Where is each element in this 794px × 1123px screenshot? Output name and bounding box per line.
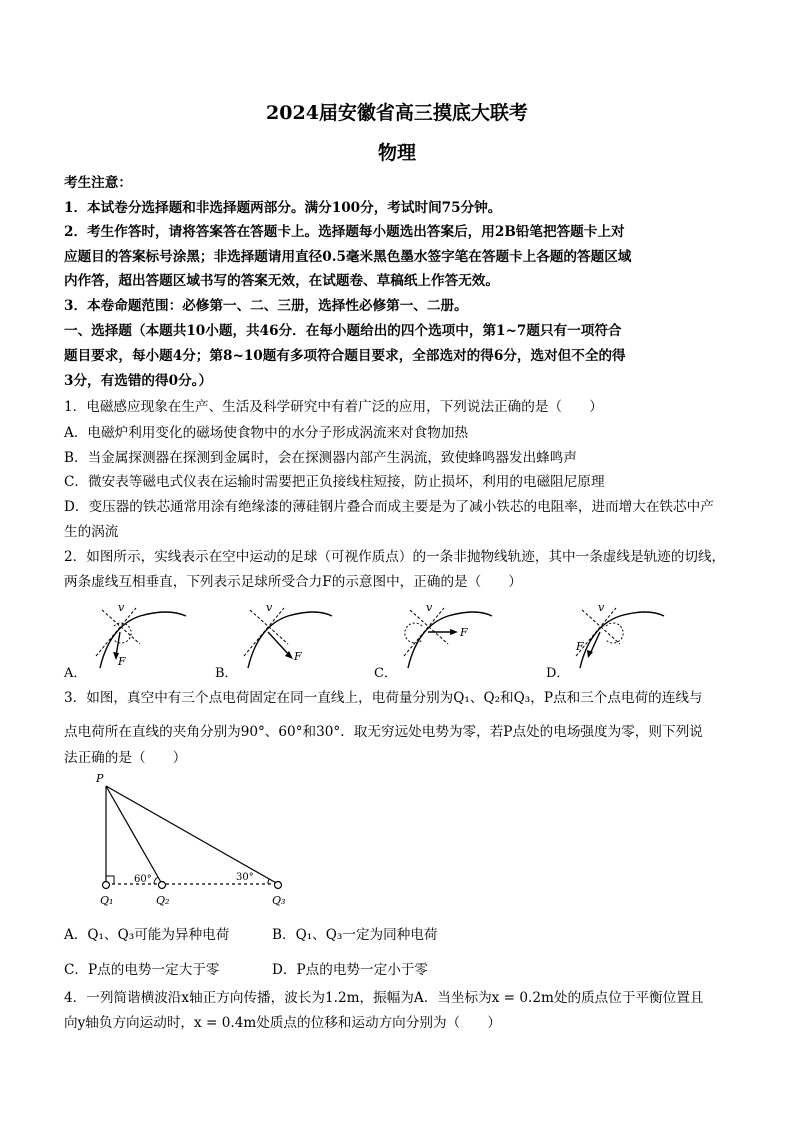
q3-stem: 点电荷所在直线的夹角分别为90°、60°和30°．取无穷远处电势为零，若P点处的电场强度为零，则下列说: [64, 724, 703, 740]
subject-title: 物理: [377, 142, 416, 164]
q2-option-a-label: A．: [64, 666, 87, 681]
notice-line: 2．考生作答时，请将答案答在答题卡上。选择题每小题选出答案后，用2B铅笔把答题卡上对: [64, 224, 625, 240]
q3-option-d: D．P点的电势一定小于零: [272, 962, 428, 978]
q3-figure: [90, 770, 310, 910]
q2-option-d-label: D．: [546, 666, 570, 681]
q1-option-b: B．当金属探测器在探测到金属时，会在探测器内部产生涡流，致使蜂鸣器发出蜂鸣声: [64, 450, 577, 466]
q1-stem: 1．电磁感应现象在生产、生活及科学研究中有着广泛的应用，下列说法正确的是（ ）: [64, 399, 603, 415]
section-heading: 3分，有选错的得0分。）: [64, 373, 213, 389]
exam-title: 2024届安徽省高三摸底大联考: [266, 102, 528, 124]
q3-stem: 法正确的是（ ）: [64, 750, 187, 766]
velocity-label: v: [426, 601, 433, 614]
q2-stem: 两条虚线互相垂直，下列表示足球所受合力F的示意图中，正确的是（ ）: [64, 574, 523, 590]
q4-stem: 向y轴负方向运动时，x = 0.4m处质点的位移和运动方向分别为（ ）: [64, 1015, 501, 1031]
force-label: F: [118, 655, 126, 668]
q3-label: Q₃: [272, 894, 286, 907]
notice-line: 应题目的答案标号涂黑；非选择题请用直径0.5毫米黑色墨水签字笔在答题卡上各题的答题区域: [64, 249, 632, 265]
angle-60-label: 60°: [134, 874, 152, 885]
force-label: F: [294, 650, 302, 663]
notice-line: 3．本卷命题范围：必修第一、二、三册，选择性必修第一、二册。: [64, 298, 468, 314]
q2-figure-a: [88, 598, 218, 678]
notice-line: 内作答，超出答题区域书写的答案无效，在试题卷、草稿纸上作答无效。: [64, 273, 499, 289]
q1-option-d-cont: 生的涡流: [64, 524, 119, 540]
q2-option-c-label: C．: [374, 666, 397, 681]
q4-stem: 4．一列简谐横波沿x轴正方向传播，波长为1.2m，振幅为A．当坐标为x = 0.2m处的质点位于平衡位置且: [64, 990, 704, 1006]
q3-option-c: C．P点的电势一定大于零: [64, 962, 220, 978]
point-p-label: P: [96, 772, 104, 785]
q2-stem: 2．如图所示，实线表示在空中运动的足球（可视作质点）的一条非抛物线轨迹，其中一条虚线是轨迹的切线，: [64, 549, 726, 565]
notice-heading: 考生注意：: [64, 175, 132, 191]
q1-option-a: A．电磁炉利用变化的磁场使食物中的水分子形成涡流来对食物加热: [64, 425, 469, 441]
section-heading: 题目要求，每小题4分；第8~10题有多项符合题目要求，全部选对的得6分，选对但不全的得: [64, 348, 626, 364]
q2-label: Q₂: [156, 894, 170, 907]
q2-figure-d: [560, 598, 690, 678]
force-label: F: [460, 626, 468, 639]
q2-figure-b: [228, 598, 358, 678]
q3-option-b: B．Q₁、Q₃一定为同种电荷: [272, 927, 438, 943]
q3-stem: 3．如图，真空中有三个点电荷固定在同一直线上，电荷量分别为Q₁、Q₂和Q₃，P点和三个点电荷的连线与: [64, 690, 703, 706]
velocity-label: v: [266, 601, 273, 614]
q1-option-c: C．微安表等磁电式仪表在运输时需要把正负接线柱短接，防止损坏，利用的电磁阻尼原理: [64, 474, 605, 490]
q2-figure-c: [388, 598, 518, 678]
angle-30-label: 30°: [236, 872, 254, 883]
force-label: F: [576, 640, 584, 653]
q1-option-d: D．变压器的铁芯通常用涂有绝缘漆的薄硅钢片叠合而成主要是为了减小铁芯的电阻率，进而增大在铁芯中产: [64, 499, 714, 515]
section-heading: 一、选择题（本题共10小题，共46分．在每小题给出的四个选项中，第1~7题只有一项符合: [64, 323, 622, 339]
q2-option-b-label: B．: [215, 666, 238, 681]
q1-label: Q₁: [100, 894, 114, 907]
velocity-label: v: [598, 601, 605, 614]
velocity-label: v: [118, 601, 125, 614]
notice-line: 1．本试卷分选择题和非选择题两部分。满分100分，考试时间75分钟。: [64, 200, 502, 216]
q3-option-a: A．Q₁、Q₃可能为异种电荷: [64, 927, 230, 943]
